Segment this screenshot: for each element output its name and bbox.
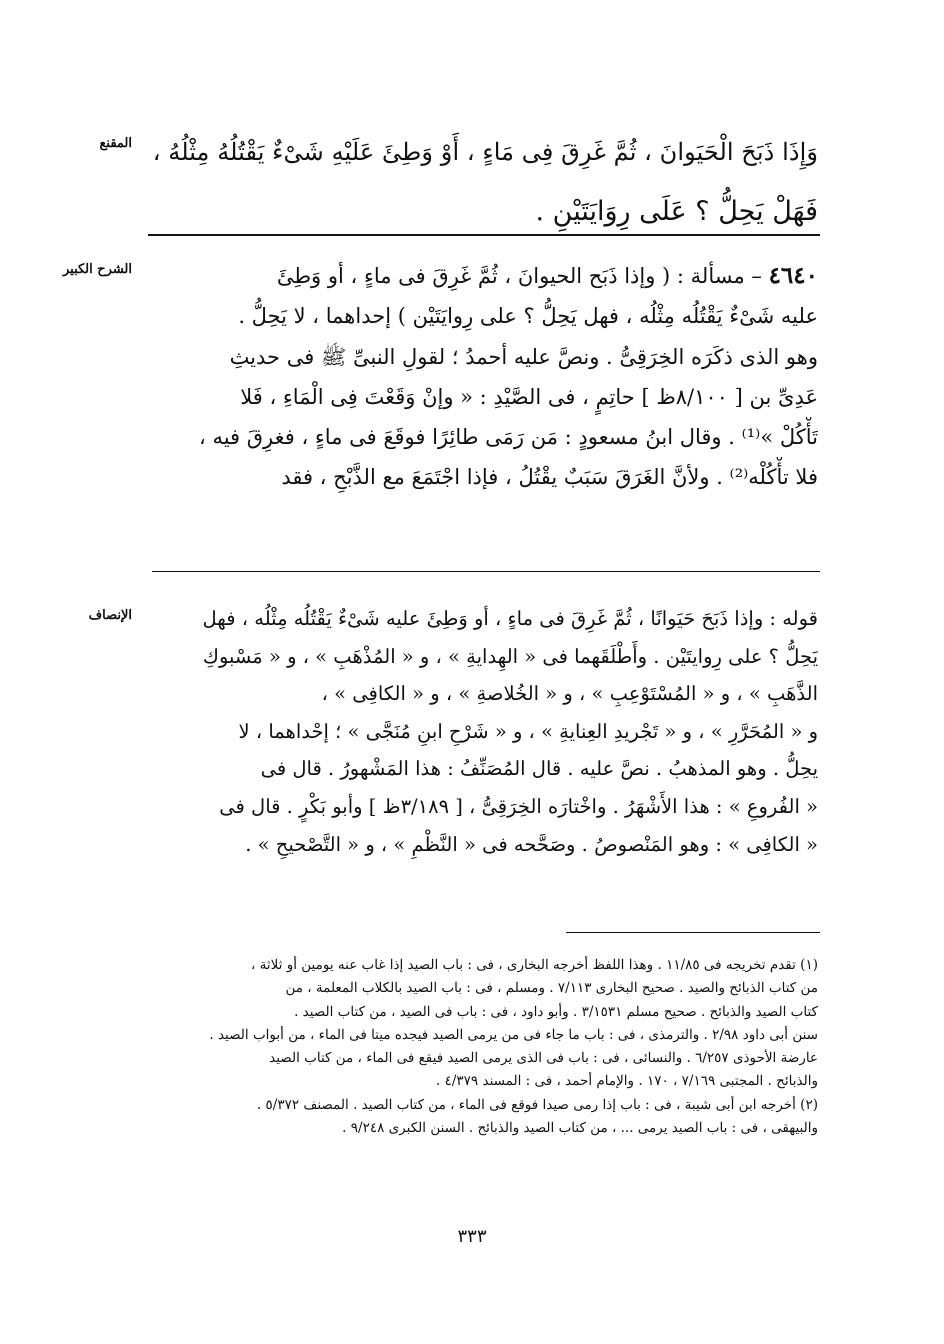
sharh-first-line [150, 256, 818, 296]
muqni-line: وَإِذَا ذَبَحَ الْحَيَوانَ ، ثُمَّ غَرِقَ فِى مَاءٍ ، أَوْ وَطِئَ عَلَيْهِ شَىْءٌ يَقْتُلُهُ مِثْلُهُ ، [152, 138, 818, 166]
insaf-line: يحِلُّ . وهو المذهبُ . نصَّ عليه . قال المُصَنِّفُ : هذا المَشْهورُ . قال فى [260, 757, 818, 781]
footnote-line: (٢) أخرجه ابن أبى شيبة ، فى : باب إذا رمى صيدا فوقع فى الماء ، من كتاب الصيد . المصنف ٥/٣٧٢ . [256, 1096, 818, 1113]
sharh-line: عليه شَىْءٌ يَقْتُلُه مِثْلُه ، فهل يَحِلُّ ؟ على رِوايَتَيْن ) إحداهما ، لا يَحِلُّ . [238, 304, 818, 329]
footnote-line: والذبائح . المجتبى ٧/١٦٩ ، ١٧٠ . والإمام أحمد ، فى : المسند ٤/٣٧٩ . [436, 1073, 818, 1090]
insaf-line: و « المُحَرَّرِ » ، و « تَجْريدِ العِنايةِ » ، و « شَرْحِ ابنِ مُنَجَّى » ؛ إحْداهما ، لا [238, 719, 818, 743]
insaf-line: « الكافِى » : وهو المَنْصوصُ . وصَحَّحه فى « النَّظْمِ » ، و « التَّصْحيحِ » . [245, 832, 818, 856]
insaf-label: الإنصاف [88, 608, 132, 623]
sharh-line: فلا تأْكُلْه⁽²⁾ . ولأنَّ الغَرَقَ سَبَبٌ يقْتُلُ ، فإذا اجْتَمَعَ مع الذَّبْحِ ، فقد [281, 465, 818, 490]
sharh-line: تَأْكُلْ »⁽¹⁾ . وقال ابنُ مسعودٍ : مَن رَمَى طائِرًا فوقَعَ فى ماءٍ ، فغرِقَ فيه ، [198, 425, 818, 450]
muqni-label: المقنع [99, 136, 132, 151]
footnote-line: سنن أبى داود ٢/٩٨ . والترمذى ، فى : باب ما جاء فى من يرمى الصيد فيجده ميتا فى الماء ، من أبواب الصيد . [209, 1026, 818, 1043]
muqni-text [150, 122, 818, 242]
sharh-line: وهو الذى ذكَرَه الخِرَقِىُّ . ونصَّ عليه أحمدُ ؛ لقولِ النبىِّ ﷺ فى حديثِ [229, 344, 818, 369]
muqni-line: فَهَلْ يَحِلُّ ؟ عَلَى رِوَايَتَيْنِ . [535, 196, 818, 227]
insaf-line: قوله : وإذا ذَبَحَ حَيَوانًا ، ثُمَّ غَرِقَ فى ماءٍ ، أو وَطِئَ عليه شَىْءٌ يَقْتُلُه مِثْلُه ، فهل [202, 607, 818, 630]
page-number: ٣٣٣ [457, 1226, 487, 1247]
sharh-line: – مسألة : ( وإذا ذَبَح الحيوانَ ، ثُمَّ غَرِقَ فى ماءٍ ، أو وَطِئَ [276, 264, 762, 288]
footnote-line: كتاب الصيد والذبائح . صحيح مسلم ٣/١٥٣١ . وأبو داود ، فى : باب فى الصيد ، من كتاب الصيد . [294, 1003, 818, 1020]
section-divider [148, 234, 820, 236]
insaf-text [150, 600, 818, 863]
footnote-line: والبيهقى ، فى : باب الصيد يرمى ... ، من كتاب الصيد والذبائح . السنن الكبرى ٩/٢٤٨ . [342, 1120, 818, 1137]
insaf-line: يَحِلُّ ؟ على رِوايتَيْن . وأَطْلَقَهما فى « الهِدايةِ » ، و « المُذْهَبِ » ، و « مَسْبوكِ [202, 644, 818, 668]
footnotes [150, 954, 818, 1140]
footnote-line: (١) تقدم تخريجه فى ١١/٨٥ . وهذا اللفظ أخرجه البخارى ، فى : باب الصيد إذا غاب عنه يومين أو ثلاثة ، [250, 957, 818, 973]
insaf-line: الذَّهَبِ » ، و « المُسْتَوْعِبِ » ، و « الخُلاصةِ » ، و « الكافِى » ، [321, 682, 818, 706]
section-divider [152, 571, 820, 572]
footnote-line: عارضة الأحوذى ٦/٢٥٧ . والنسائى ، فى : باب فى الذى يرمى الصيد فيقع فى الماء ، من كتاب الصيد [269, 1050, 818, 1067]
sharh-label: الشرح الكبير [62, 262, 132, 277]
footnote-divider [566, 932, 820, 933]
insaf-line: « الفُروعِ » : هذا الأَشْهَرُ . واخْتارَه الخِرَقِىُّ ، [ ٣/١٨٩ظ ] وأبو بَكْرٍ . قال فى [219, 794, 818, 818]
masala-number: ٤٦٤٠ [768, 262, 818, 289]
footnote-line: من كتاب الذبائح والصيد . صحيح البخارى ٧/١١٣ . ومسلم ، فى : باب الصيد بالكلاب المعلمة ، من [285, 980, 818, 997]
sharh-line: عَدِىِّ بن [ ٨/١٠٠ظ ] حاتِمٍ ، فى الصَّيْدِ : « وإنْ وَقَعْتَ فِى الْمَاءِ ، فَلا [240, 384, 818, 409]
sharh-text [150, 256, 818, 498]
